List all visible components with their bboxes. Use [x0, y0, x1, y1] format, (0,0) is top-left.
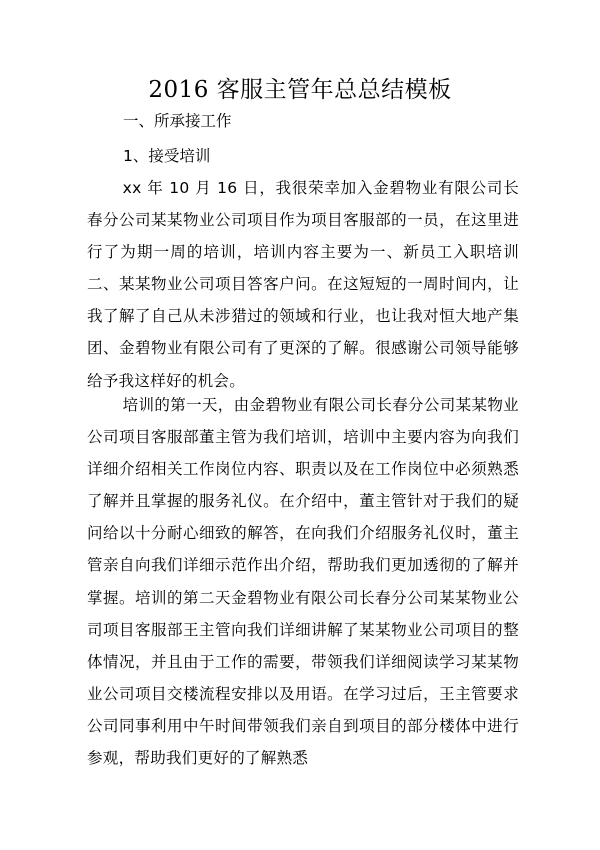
document-title: 2016 客服主管年总总结模板 — [148, 77, 452, 103]
section-heading: 一、所承接工作 — [123, 112, 232, 130]
body-paragraph: xx 年 10 月 16 日，我很荣幸加入金碧物业有限公司长春分公司某某物业公司项目作为项目客服部的一员，在这里进行了为期一周的培训，培训内容主要为一、新员工入职培训二、某某物业公司项目答客户问。在这短短的一周时间内，让我了解了自己从未涉猎过的领域和行业，也让我对恒大地产集团、金碧物业有限公司有了更深的了解。很感谢公司领导能够给予我这样好的机会。 — [87, 179, 519, 390]
subsection-heading: 1、接受培训 — [123, 147, 211, 165]
body-paragraph: 培训的第一天，由金碧物业有限公司长春分公司某某物业公司项目客服部董主管为我们培训，培训中主要内容为向我们详细介绍相关工作岗位内容、职责以及在工作岗位中必须熟悉了解并且掌握的服务礼仪。在介绍中，董主管针对于我们的疑问给以十分耐心细致的解答，在向我们介绍服务礼仪时，董主管亲自向我们详细示范作出介绍，帮助我们更加透彻的了解并掌握。培训的第二天金碧物业有限公司长春分公司某某物业公司项目客服部王主管向我们详细讲解了某某物业公司项目的整体情况，并且由于工作的需要，带领我们详细阅读学习某某物业公司项目交楼流程安排以及用语。在学习过后，王主管要求公司同事利用中午时间带领我们亲自到项目的部分楼体中进行参观，帮助我们更好的了解熟悉 — [87, 396, 519, 768]
